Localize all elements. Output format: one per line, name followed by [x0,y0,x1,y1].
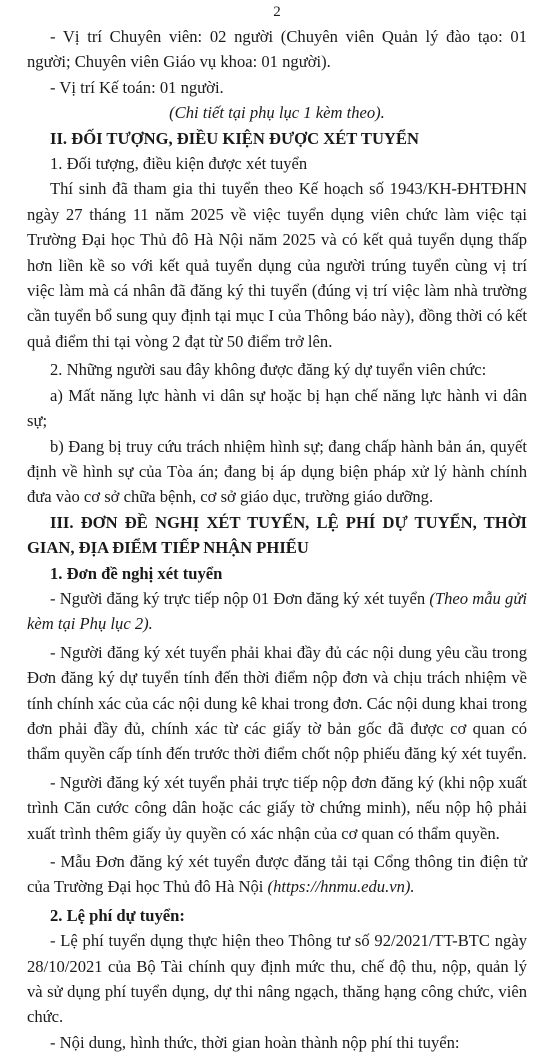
note-appendix-1 [27,100,527,125]
subheading-application-form: 1. Đơn đề nghị xét tuyển [50,563,223,583]
paragraph-accountant-position: - Vị trí Kế toán: 01 người. [50,77,224,97]
section-heading-2: II. ĐỐI TƯỢNG, ĐIỀU KIỆN ĐƯỢC XÉT TUYỂN [50,128,419,148]
portal-url: (https://hnmu.edu.vn). [267,877,415,897]
paragraph-ineligible-b: b) Đang bị truy cứu trách nhiệm hình sự; đang chấp hành bản án, quyết định về hình sự của Tòa án; đang bị áp dụng biện pháp xử lý hành chính đưa vào cơ sở chữa bệnh, cơ sở giáo dục, trường giáo dưỡng. [27,436,527,507]
paragraph-form-template-text: - Mẫu Đơn đăng ký xét tuyển được đăng tải tại Cổng thông tin điện tử của Trường Đại học Thủ đô Hà Nội [27,852,527,897]
paragraph-specialist-positions: - Vị trí Chuyên viên: 02 người (Chuyên viên Quản lý đào tạo: 01 người; Chuyên viên Giáo vụ khoa: 01 người). [27,27,527,72]
subheading-eligibility: 1. Đối tượng, điều kiện được xét tuyển [50,154,308,174]
paragraph-submit-form-italic: (Theo mẫu gửi kèm tại Phụ lục 2). [27,588,527,634]
paragraph-eligibility-details: Thí sinh đã tham gia thi tuyển theo Kế hoạch số 1943/KH-ĐHTĐHN ngày 27 tháng 11 năm 2025 về việc tuyển dụng viên chức làm việc tại Trường Đại học Thủ đô Hà Nội năm 2025 và có kết quả tuyển dụng thấp hơn liền kề so với kết quả tuyển dụng của người trúng tuyển cùng vị trí việc làm mà cá nhân đã đăng ký thi tuyển (đúng vị trí việc làm nhà trường cần tuyển bổ sung quy định tại mục I của Thông báo này), đồng thời có kết quả điểm thi tại vòng 2 đạt từ 50 điểm trở lên. [27,179,527,351]
paragraph-submit-form [27,586,527,637]
section-heading-3: III. ĐƠN ĐỀ NGHỊ XÉT TUYỂN, LỆ PHÍ DỰ TUYỂN, THỜI GIAN, ĐỊA ĐIỂM TIẾP NHẬN PHIẾU [27,512,527,558]
subheading-fee: 2. Lệ phí dự tuyển: [50,905,185,925]
paragraph-direct-submission: - Người đăng ký xét tuyển phải trực tiếp nộp đơn đăng ký (khi nộp xuất trình Căn cước công dân hoặc các giấy tờ chứng minh), nếu nộp hộ phải xuất trình thêm giấy ủy quyền có xác nhận của cơ quan có thẩm quyền. [27,772,527,843]
paragraph-fee-regulation: - Lệ phí tuyển dụng thực hiện theo Thông tư số 92/2021/TT-BTC ngày 28/10/2021 của Bộ Tài chính quy định mức thu, chế độ thu, nộp, quản lý và sử dụng phí tuyển dụng, dự thi nâng ngạch, thăng hạng công chức, viên chức. [27,931,527,1027]
paragraph-ineligible-a: a) Mất năng lực hành vi dân sự hoặc bị hạn chế năng lực hành vi dân sự; [27,385,527,431]
note-appendix-1-text: (Chi tiết tại phụ lục 1 kèm theo). [169,103,385,123]
page-number: 2 [273,4,281,20]
paragraph-form-template [27,849,527,900]
paragraph-form-content: - Người đăng ký xét tuyển phải khai đầy đủ các nội dung yêu cầu trong Đơn đăng ký dự tuyển tính đến thời điểm nộp đơn và chịu trách nhiệm về tính chính xác của các nội dung kê khai trong đơn. Các nội dung khai trong đơn phải đầy đủ, chính xác từ các giấy tờ bản gốc đã được cơ quan có thẩm quyền cấp tính đến trước thời điểm chốt nộp phiếu đăng ký xét tuyển. [27,642,528,764]
paragraph-submit-form-text: - Người đăng ký trực tiếp nộp 01 Đơn đăng ký xét tuyển [50,588,430,608]
paragraph-fee-payment: - Nội dung, hình thức, thời gian hoàn thành nộp phí thi tuyển: [50,1032,460,1052]
subheading-ineligible: 2. Những người sau đây không được đăng ký dự tuyển viên chức: [50,360,487,380]
